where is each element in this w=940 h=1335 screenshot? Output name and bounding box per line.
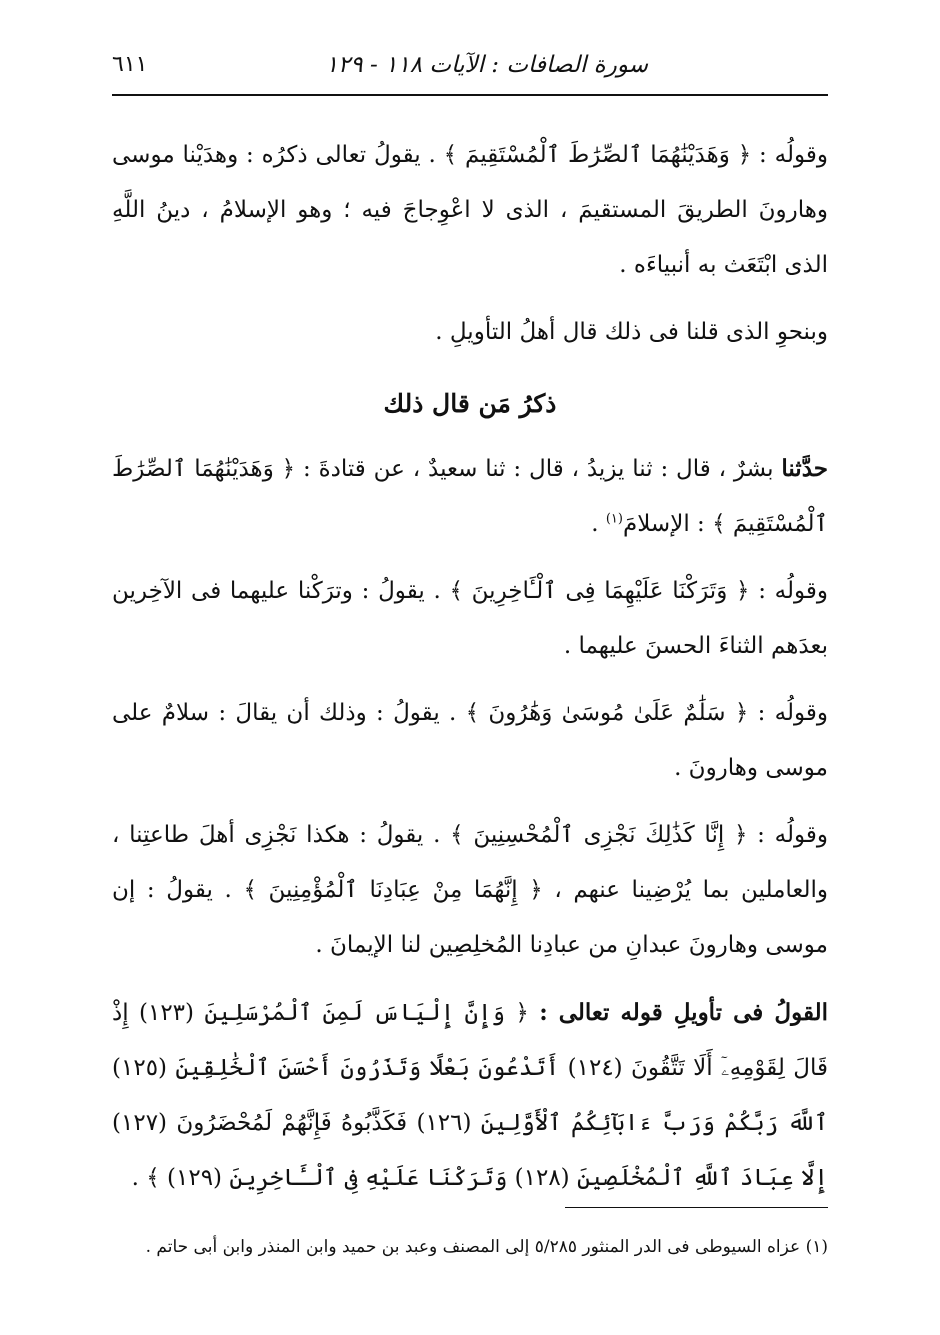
paragraph-3 xyxy=(112,441,828,552)
narration-lead: حدَّثنا xyxy=(781,455,828,482)
quran-verses: ﴿ وَإِنَّ إِلْيَاسَ لَمِنَ ٱلْمُرْسَلِينَ (١٢٣) إِذْ قَالَ لِقَوْمِهِۦٓ أَلَا تَتَّقُونَ (١٢٤) أَتَدْعُونَ بَعْلًا وَتَذَرُونَ أَحْسَنَ ٱلْخَٰلِقِينَ (١٢٥) ٱللَّهَ رَبَّكُمْ وَرَبَّ ءَابَآئِكُمُ ٱلْأَوَّلِينَ (١٢٦) فَكَذَّبُوهُ فَإِنَّهُمْ لَمُحْضَرُونَ (١٢٧) إِلَّا عِبَادَ ٱللَّهِ ٱلْمُخْلَصِينَ (١٢٨) وَتَرَكْنَا عَلَيْهِ فِى ٱلْـَٔاخِرِينَ (١٢٩) ﴾ . xyxy=(112,1000,829,1191)
section-heading: ذكرُ مَن قال ذلك xyxy=(383,389,557,418)
paragraph-2: وبنحوِ الذى قلنا فى ذلك قال أهلُ التأويلِ . xyxy=(435,319,828,345)
paragraph-3-text: بشرٌ ، قال : ثنا يزيدُ ، قال : ثنا سعيدٌ ، عن قتادةَ : ﴿ وَهَدَيْنَٰهُمَا ٱلصِّرَٰطَ ٱلْمُسْتَقِيمَ ﴾ : الإسلامَ xyxy=(112,456,828,537)
tafsir-heading: القولُ فى تأويلِ قوله تعالى : xyxy=(539,999,828,1026)
paragraph-3-end: . xyxy=(591,511,606,537)
paragraph-1: وقولُه : ﴿ وَهَدَيْنَٰهُمَا ٱلصِّرَٰطَ ٱلْمُسْتَقِيمَ ﴾ . يقولُ تعالى ذكرُه : وهدَيْنا موسى وهارونَ الطريقَ المستقيمَ ، الذى لا اعْوِجاجَ فيه ؛ وهو الإسلامُ ، دينُ اللَّهِ الذى ابْتَعَث به أنبياءَه . xyxy=(112,142,828,278)
page-number: ٦١١ xyxy=(112,52,148,77)
footnote: (١) عزاه السيوطى فى الدر المنثور ٥/٢٨٥ إلى المصنف وعبد بن حميد وابن المنذر وابن أبى حاتم . xyxy=(145,1237,828,1257)
paragraph-4: وقولُه : ﴿ وَتَرَكْنَا عَلَيْهِمَا فِى ٱلْـَٔاخِرِينَ ﴾ . يقولُ : وترَكْنا عليهما فى الآخِرين بعدَهم الثناءَ الحسنَ عليهما . xyxy=(112,578,828,659)
header-title: سورة الصافات : الآيات ١١٨ - ١٢٩ xyxy=(325,52,648,78)
paragraph-5: وقولُه : ﴿ سَلَٰمٌ عَلَىٰ مُوسَىٰ وَهَٰرُونَ ﴾ . يقولُ : وذلك أن يقالَ : سلامٌ على موسى وهارونَ . xyxy=(112,700,828,781)
footnote-marker: (١) xyxy=(605,511,623,527)
footnote-divider xyxy=(565,1207,828,1208)
paragraph-7 xyxy=(112,985,828,1206)
main-text xyxy=(112,128,828,1218)
running-header xyxy=(112,44,828,96)
paragraph-6: وقولُه : ﴿ إِنَّا كَذَٰلِكَ نَجْزِى ٱلْمُحْسِنِينَ ﴾ . يقولُ : هكذا نَجْزِى أهلَ طاعتِنا ، والعاملين بما يُرْضِينا عنهم ، ﴿ إِنَّهُمَا مِنْ عِبَادِنَا ٱلْمُؤْمِنِينَ ﴾ . يقولُ : إن موسى وهارونَ عبدانِ من عبادِنا المُخلِصِين لنا الإيمانَ . xyxy=(112,822,828,958)
